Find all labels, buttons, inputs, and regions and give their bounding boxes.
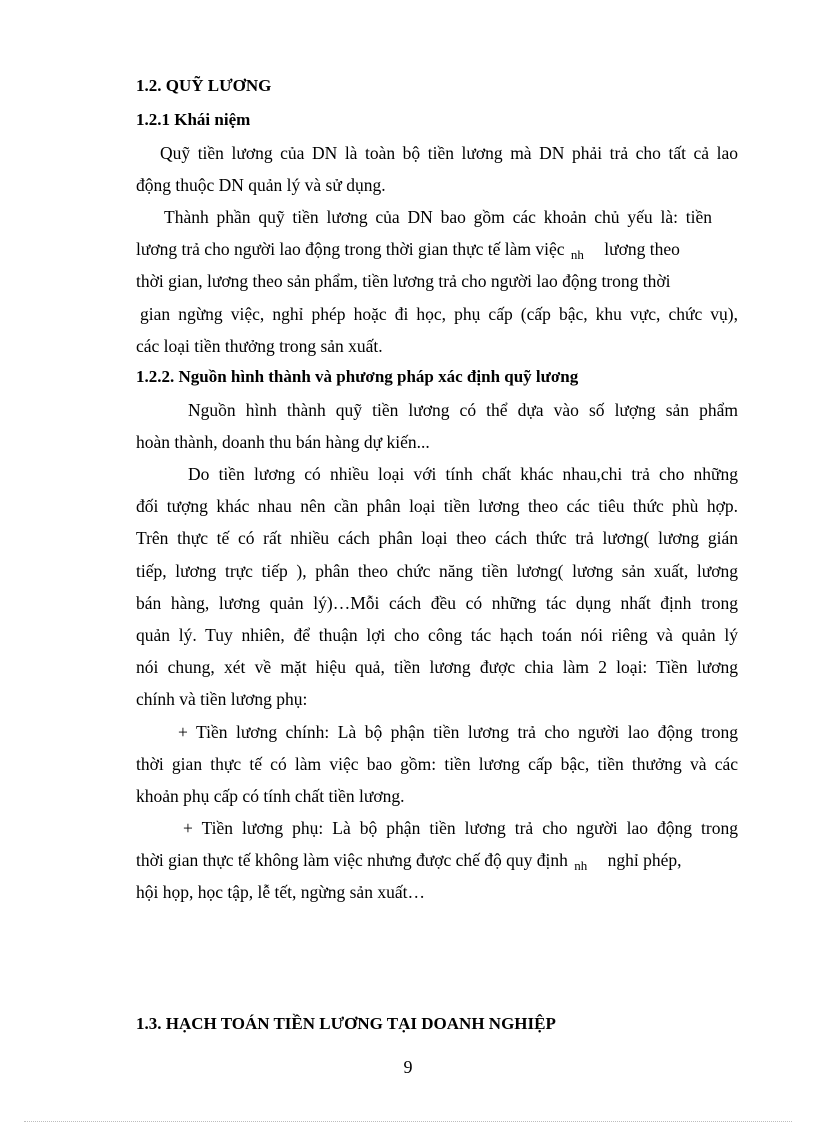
paragraph-line: khoản phụ cấp có tính chất tiền lương. (136, 786, 405, 806)
paragraph-line: Do tiền lương có nhiều loại với tính chất khác nhau,chi trả cho những (188, 464, 738, 484)
line-segment: lương theo (604, 239, 680, 259)
section-heading-1-2: 1.2. QUỸ LƯƠNG (136, 76, 272, 95)
page-number: 9 (403, 1057, 413, 1077)
section-heading-1-3: 1.3. HẠCH TOÁN TIỀN LƯƠNG TẠI DOANH NGHIỆP (136, 1014, 556, 1033)
paragraph-line-with-subscript (136, 238, 680, 262)
line-segment: nghỉ phép, (607, 850, 682, 870)
paragraph-line: đối tượng khác nhau nên cần phân loại tiền lương theo các tiêu thức phù hợp. (136, 496, 738, 516)
section-heading-1-2-2: 1.2.2. Nguồn hình thành và phương pháp xác định quỹ lương (136, 367, 579, 386)
paragraph-line: bán hàng, lương quản lý)…Mỗi cách đều có những tác dụng nhất định trong (136, 593, 738, 613)
paragraph-line: chính và tiền lương phụ: (136, 689, 308, 709)
subscript-fragment: nh (574, 858, 588, 873)
paragraph-line: hoàn thành, doanh thu bán hàng dự kiến... (136, 432, 430, 452)
paragraph-line-with-subscript (136, 849, 682, 873)
paragraph-line: gian ngừng việc, nghỉ phép hoặc đi học, phụ cấp (cấp bậc, khu vực, chức vụ), (140, 304, 738, 324)
section-heading-1-2-1: 1.2.1 Khái niệm (136, 110, 251, 129)
paragraph-line: Nguồn hình thành quỹ tiền lương có thể dựa vào số lượng sản phẩm (188, 400, 738, 420)
paragraph-line: + Tiền lương phụ: Là bộ phận tiền lương trả cho người lao động trong (183, 818, 738, 838)
paragraph-line: Trên thực tế có rất nhiều cách phân loại theo cách thức trả lương( lương gián (136, 528, 738, 548)
line-segment: thời gian thực tế không làm việc nhưng được chế độ quy định (136, 850, 568, 870)
line-segment: lương trả cho người lao động trong thời gian thực tế làm việc (136, 239, 565, 259)
paragraph-line: Quỹ tiền lương của DN là toàn bộ tiền lương mà DN phải trả cho tất cả lao (160, 143, 738, 163)
paragraph-line: nói chung, xét về mặt hiệu quả, tiền lương được chia làm 2 loại: Tiền lương (136, 657, 738, 677)
paragraph-line: quản lý. Tuy nhiên, để thuận lợi cho công tác hạch toán nói riêng và quản lý (136, 625, 738, 645)
paragraph-line: thời gian, lương theo sản phẩm, tiền lương trả cho người lao động trong thời (136, 271, 671, 291)
paragraph-line: tiếp, lương trực tiếp ), phân theo chức năng tiền lương( lương sản xuất, lương (136, 561, 738, 581)
paragraph-line: động thuộc DN quản lý và sử dụng. (136, 175, 386, 195)
paragraph-line: hội họp, học tập, lễ tết, ngừng sản xuất… (136, 882, 425, 902)
paragraph-line: thời gian thực tế có làm việc bao gồm: tiền lương cấp bậc, tiền thưởng và các (136, 754, 738, 774)
paragraph-line: + Tiền lương chính: Là bộ phận tiền lương trả cho người lao động trong (178, 722, 738, 742)
footer-divider (24, 1121, 792, 1122)
paragraph-line: các loại tiền thưởng trong sản xuất. (136, 336, 383, 356)
subscript-fragment: nh (570, 247, 584, 262)
paragraph-line: Thành phần quỹ tiền lương của DN bao gồm các khoản chủ yếu là: tiền (164, 207, 712, 227)
